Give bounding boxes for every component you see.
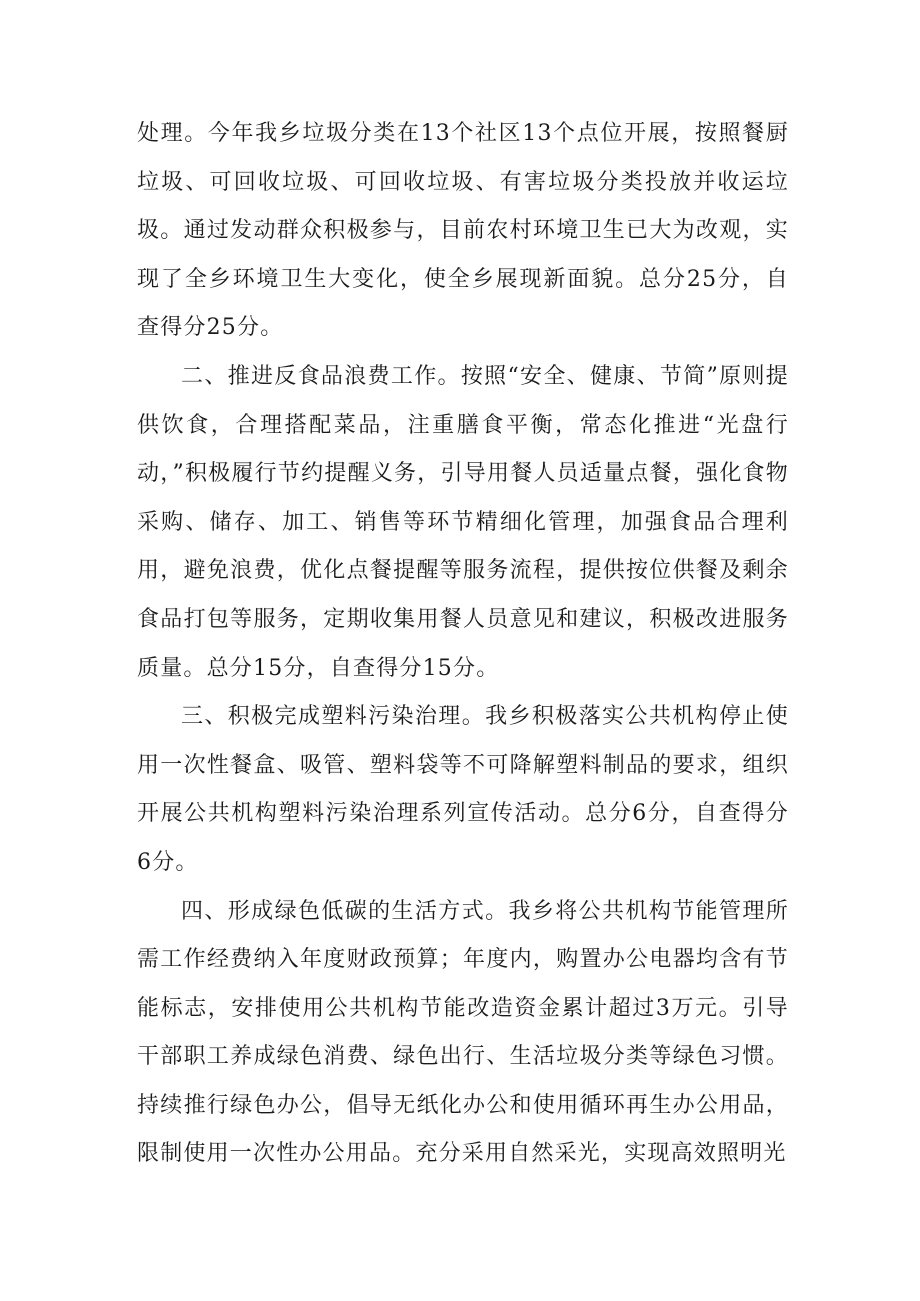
paragraph-3: 三、积极完成塑料污染治理。我乡积极落实公共机构停止使用一次性餐盒、吸管、塑料袋等不可降解塑料制品的要求，组织开展公共机构塑料污染治理系列宣传活动。总分6分，自查得分6分。 <box>137 704 789 875</box>
paragraph-1: 处理。今年我乡垃圾分类在13个社区13个点位开展，按照餐厨垃圾、可回收垃圾、可回收垃圾、有害垃圾分类投放并收运垃圾。通过发动群众积极参与，目前农村环境卫生已大为改观，实现了全乡环境卫生大变化，使全乡展现新面貌。总分25分，自查得分25分。 <box>137 121 789 341</box>
paragraph-2: 二、推进反食品浪费工作。按照“安全、健康、节简”原则提供饮食，合理搭配菜品，注重膳食平衡，常态化推进“光盘行动，”积极履行节约提醒义务，引导用餐人员适量点餐，强化食物采购、储存、加工、销售等环节精细化管理，加强食品合理利用，避免浪费，优化点餐提醒等服务流程，提供按位供餐及剩余食品打包等服务，定期收集用餐人员意见和建议，积极改进服务质量。总分15分，自查得分15分。 <box>137 363 789 681</box>
document-body <box>137 110 789 1179</box>
paragraph-4: 四、形成绿色低碳的生活方式。我乡将公共机构节能管理所需工作经费纳入年度财政预算；年度内，购置办公电器均含有节能标志，安排使用公共机构节能改造资金累计超过3万元。引导干部职工养成绿色消费、绿色出行、生活垃圾分类等绿色习惯。持续推行绿色办公，倡导无纸化办公和使用循环再生办公用品，限制使用一次性办公用品。充分采用自然采光，实现高效照明光 <box>137 898 789 1167</box>
